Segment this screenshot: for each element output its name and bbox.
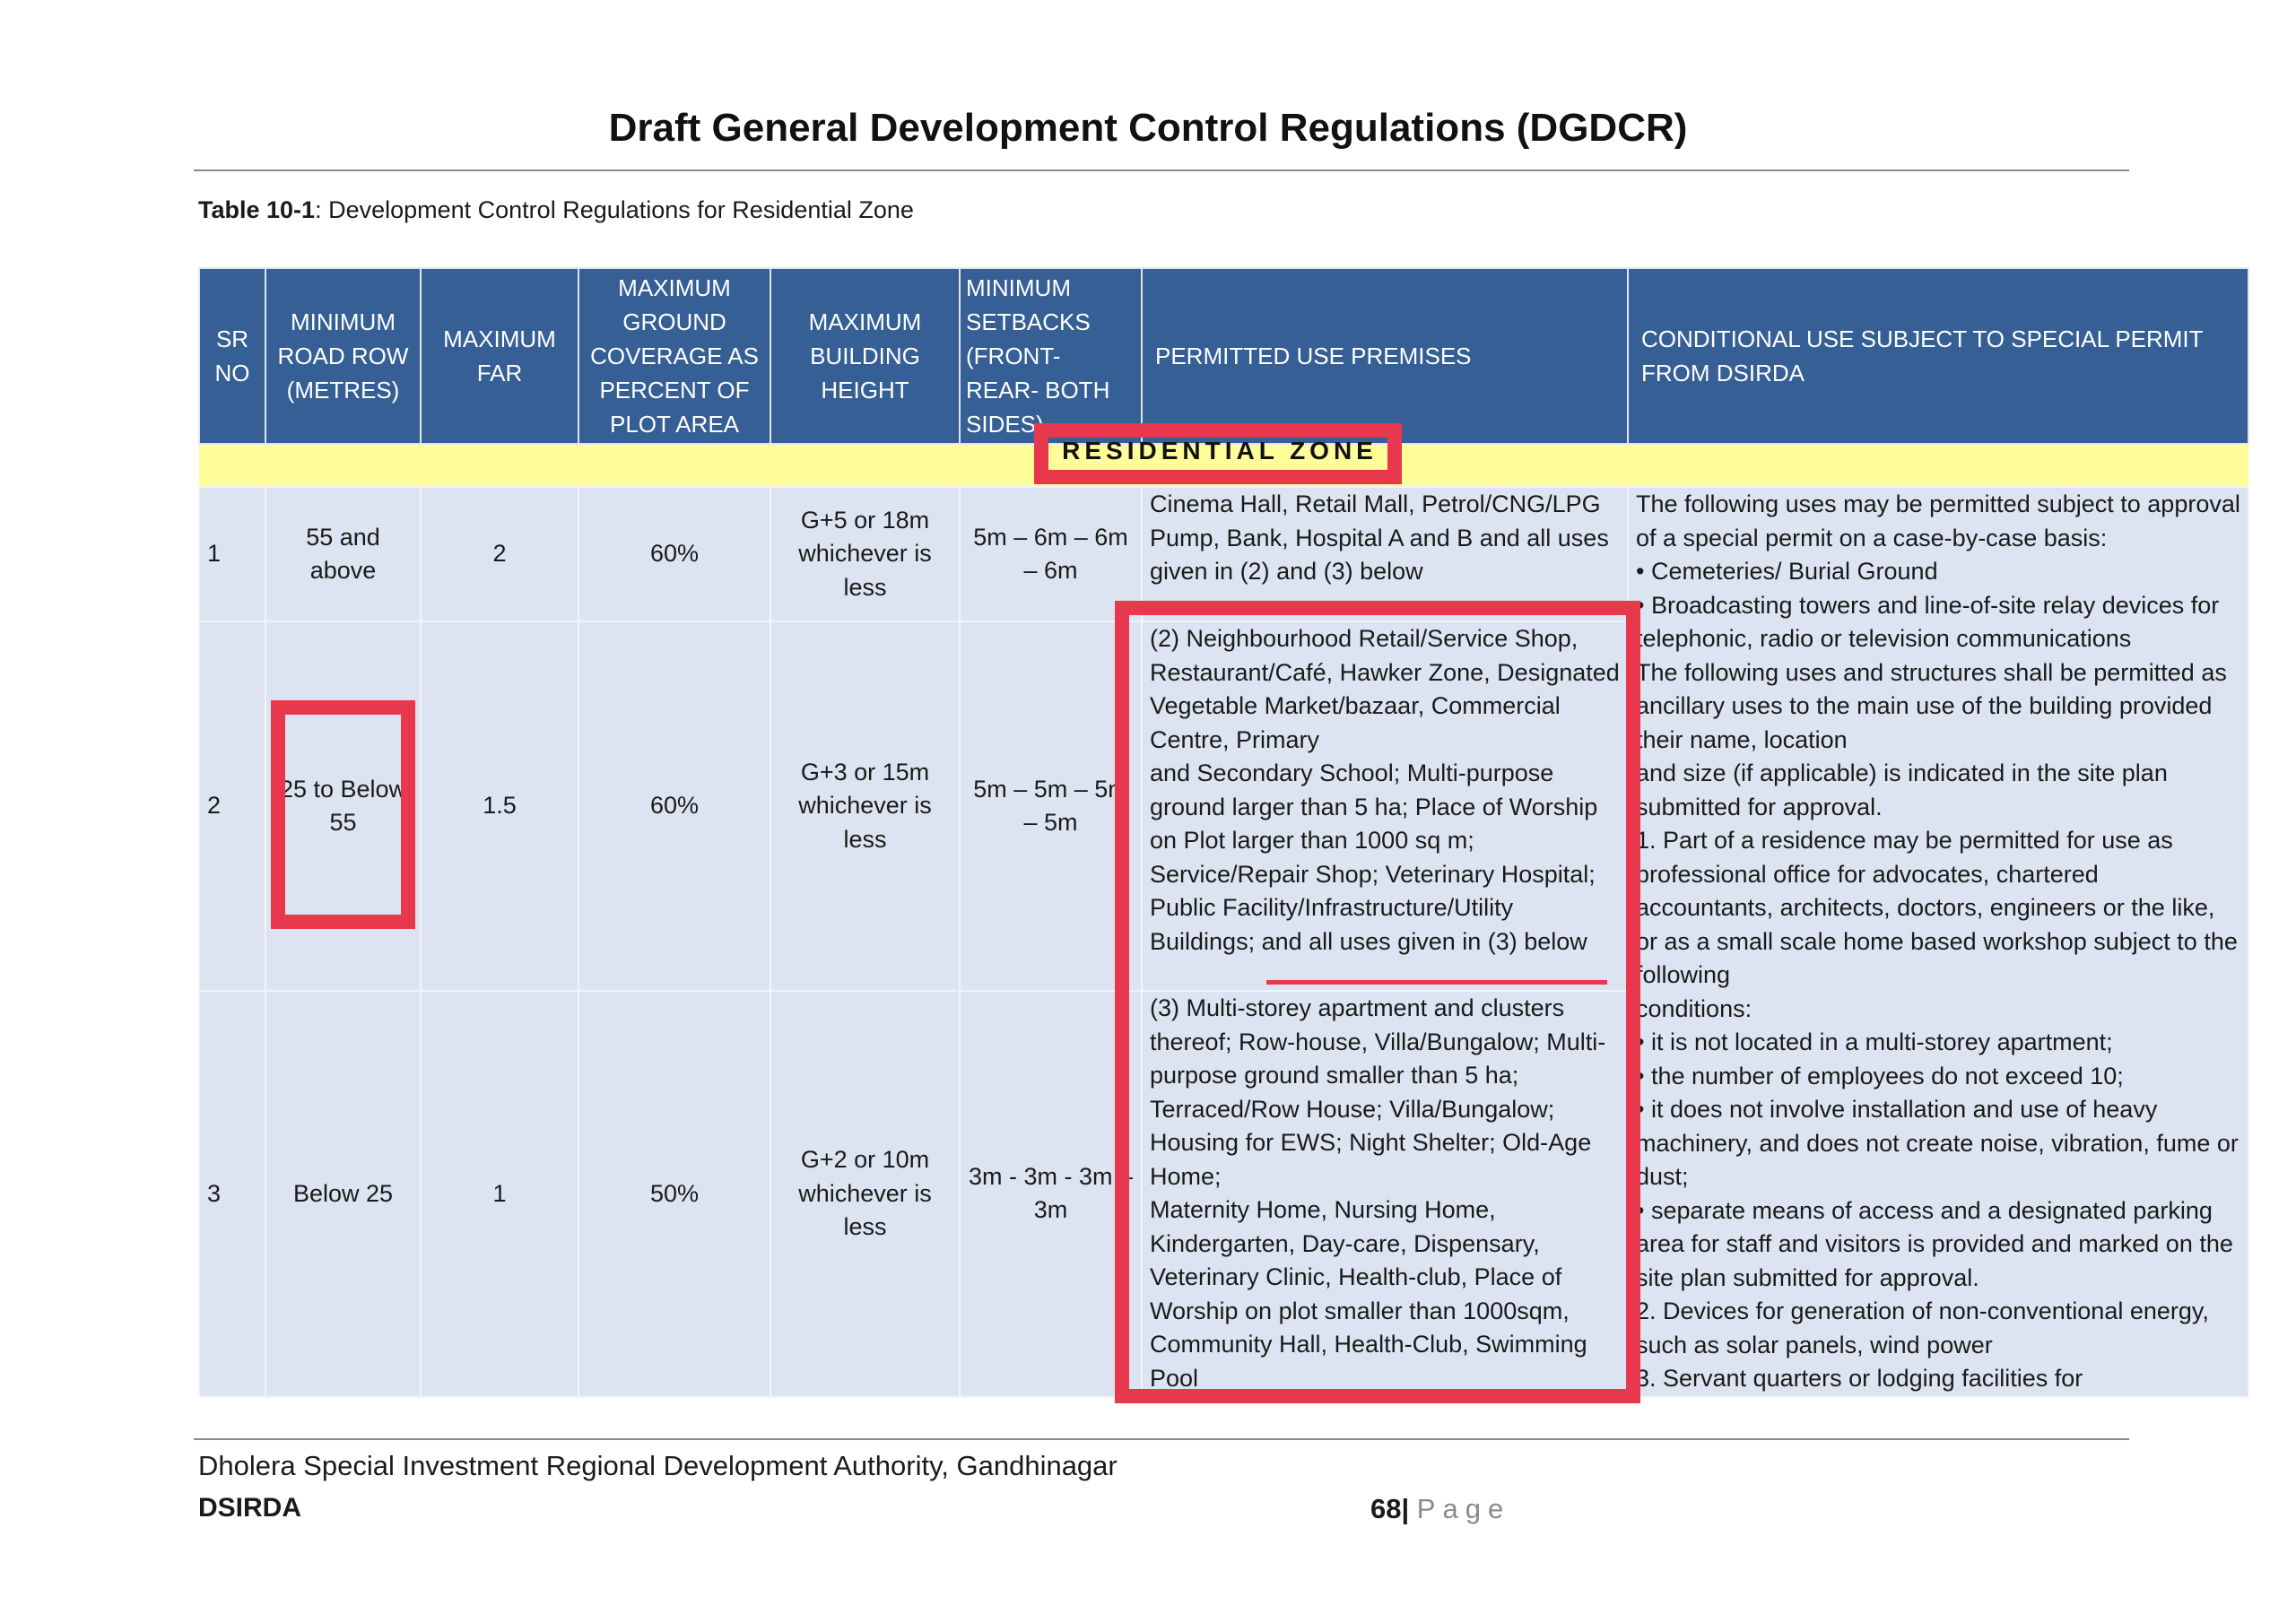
zone-label: RESIDENTIAL ZONE [1062,437,1378,464]
header-sr-no: SR NO [199,268,265,444]
cell-coverage: 50% [578,991,770,1396]
footer-org: DSIRDA [198,1493,302,1523]
cell-far: 2 [421,487,578,621]
page-title: Draft General Development Control Regulations (DGDCR) [608,106,1688,150]
header-min-road-row: MINIMUM ROAD ROW (METRES) [265,268,421,444]
underline-highlight [1266,980,1607,985]
cell-conditional-use: The following uses may be permitted subject to approval of a special permit on a case-by-case basis: • Cemeteries/ Burial Ground • Broadcasting towers and line-of-site relay devices for telephonic, radio or television communications The following uses and structures shall be permitted as ancillary uses to the main use of the building provided their name, location and size (if applicable) is indicated in the site plan submitted for approval. 1. Part of a residence may be permitted for use as professional office for advocates, chartered accountants, architects, doctors, engineers or the like, or as a small scale home based workshop subject to the following conditions: • it is not located in a multi-storey apartment; • the number of employees do not exceed 10; • it does not involve installation and use of heavy machinery, and does not create noise, vibration, fume or dust; • separate means of access and a designated parking area for staff and visitors is provided and marked on the site plan submitted for approval. 2. Devices for generation of non-conventional energy, such as solar panels, wind power 3. Servant quarters or lodging facilities for [1628,487,2248,1397]
cell-sr: 1 [199,487,265,621]
header-divider [194,169,2129,171]
table-caption [198,196,914,224]
header-permitted-use: PERMITTED USE PREMISES [1142,268,1628,444]
header-conditional-use: CONDITIONAL USE SUBJECT TO SPECIAL PERMIT FROM DSIRDA [1628,268,2248,444]
road-row-highlight-box [271,700,415,929]
header-max-far: MAXIMUM FAR [421,268,578,444]
cell-coverage: 60% [578,621,770,991]
cell-setbacks: 3m - 3m - 3m – 3m [960,991,1142,1396]
header-max-building-height: MAXIMUM BUILDING HEIGHT [770,268,960,444]
table-caption-text: : Development Control Regulations for Residential Zone [315,196,914,223]
cell-setbacks: 5m – 5m – 5m – 5m [960,621,1142,991]
cell-road: 25 to Below 55 [265,621,421,991]
permitted-tail-text: and all uses given in (3) below [1255,927,1587,955]
cell-far: 1.5 [421,621,578,991]
table-header-row [199,268,2248,444]
footer-divider [194,1438,2129,1440]
page-number [1370,1493,1510,1525]
cell-sr: 2 [199,621,265,991]
cell-sr: 3 [199,991,265,1396]
permitted-use-highlight-box [1115,601,1640,1403]
cell-setbacks: 5m – 6m – 6m – 6m [960,487,1142,621]
page-number-value: 68 [1370,1493,1402,1524]
permitted-main-text: (2) Neighbourhood Retail/Service Shop, Restaurant/Café, Hawker Zone, Designated Vegetable Market/bazaar, Commercial Centre, Primary and Secondary School; Multi-purpose ground larger than 5 ha; Place of Worship on Plot larger than 1000 sq m; Service/Repair Shop; Veterinary Hospital; Public Facility/Infrastructure/Utility Buildings; [1150,625,1620,955]
cell-permitted: Cinema Hall, Retail Mall, Petrol/CNG/LPG Pump, Bank, Hospital A and B and all uses given in (2) and (3) below [1142,487,1628,621]
cell-height: G+5 or 18m whichever is less [770,487,960,621]
cell-coverage: 60% [578,487,770,621]
cell-far: 1 [421,991,578,1396]
cell-road: 55 and above [265,487,421,621]
cell-height: G+2 or 10m whichever is less [770,991,960,1396]
cell-height: G+3 or 15m whichever is less [770,621,960,991]
header-min-setbacks: MINIMUM SETBACKS (FRONT- REAR- BOTH SIDES) [960,268,1142,444]
footer-authority: Dholera Special Investment Regional Development Authority, Gandhinagar [198,1450,1118,1481]
page-separator: | [1401,1493,1410,1524]
header-max-ground-coverage: MAXIMUM GROUND COVERAGE AS PERCENT OF PLOT AREA [578,268,770,444]
page-word: Page [1416,1493,1511,1524]
permitted-main-text: (3) Multi-storey apartment and clusters thereof; Row-house, Villa/Bungalow; Multi-purpose ground smaller than 5 ha; Terraced/Row House; Villa/Bungalow; Housing for EWS; Night Shelter; Old-Age Home; Maternity Home, Nursing Home, Kindergarten, Day-care, Dispensary, Veterinary Clinic, Health-club, Place of Worship on plot smaller than 1000sqm, Community Hall, Health-Club, Swimming Pool [1150,994,1606,1392]
cell-road: Below 25 [265,991,421,1396]
table-label: Table 10-1 [198,196,316,223]
